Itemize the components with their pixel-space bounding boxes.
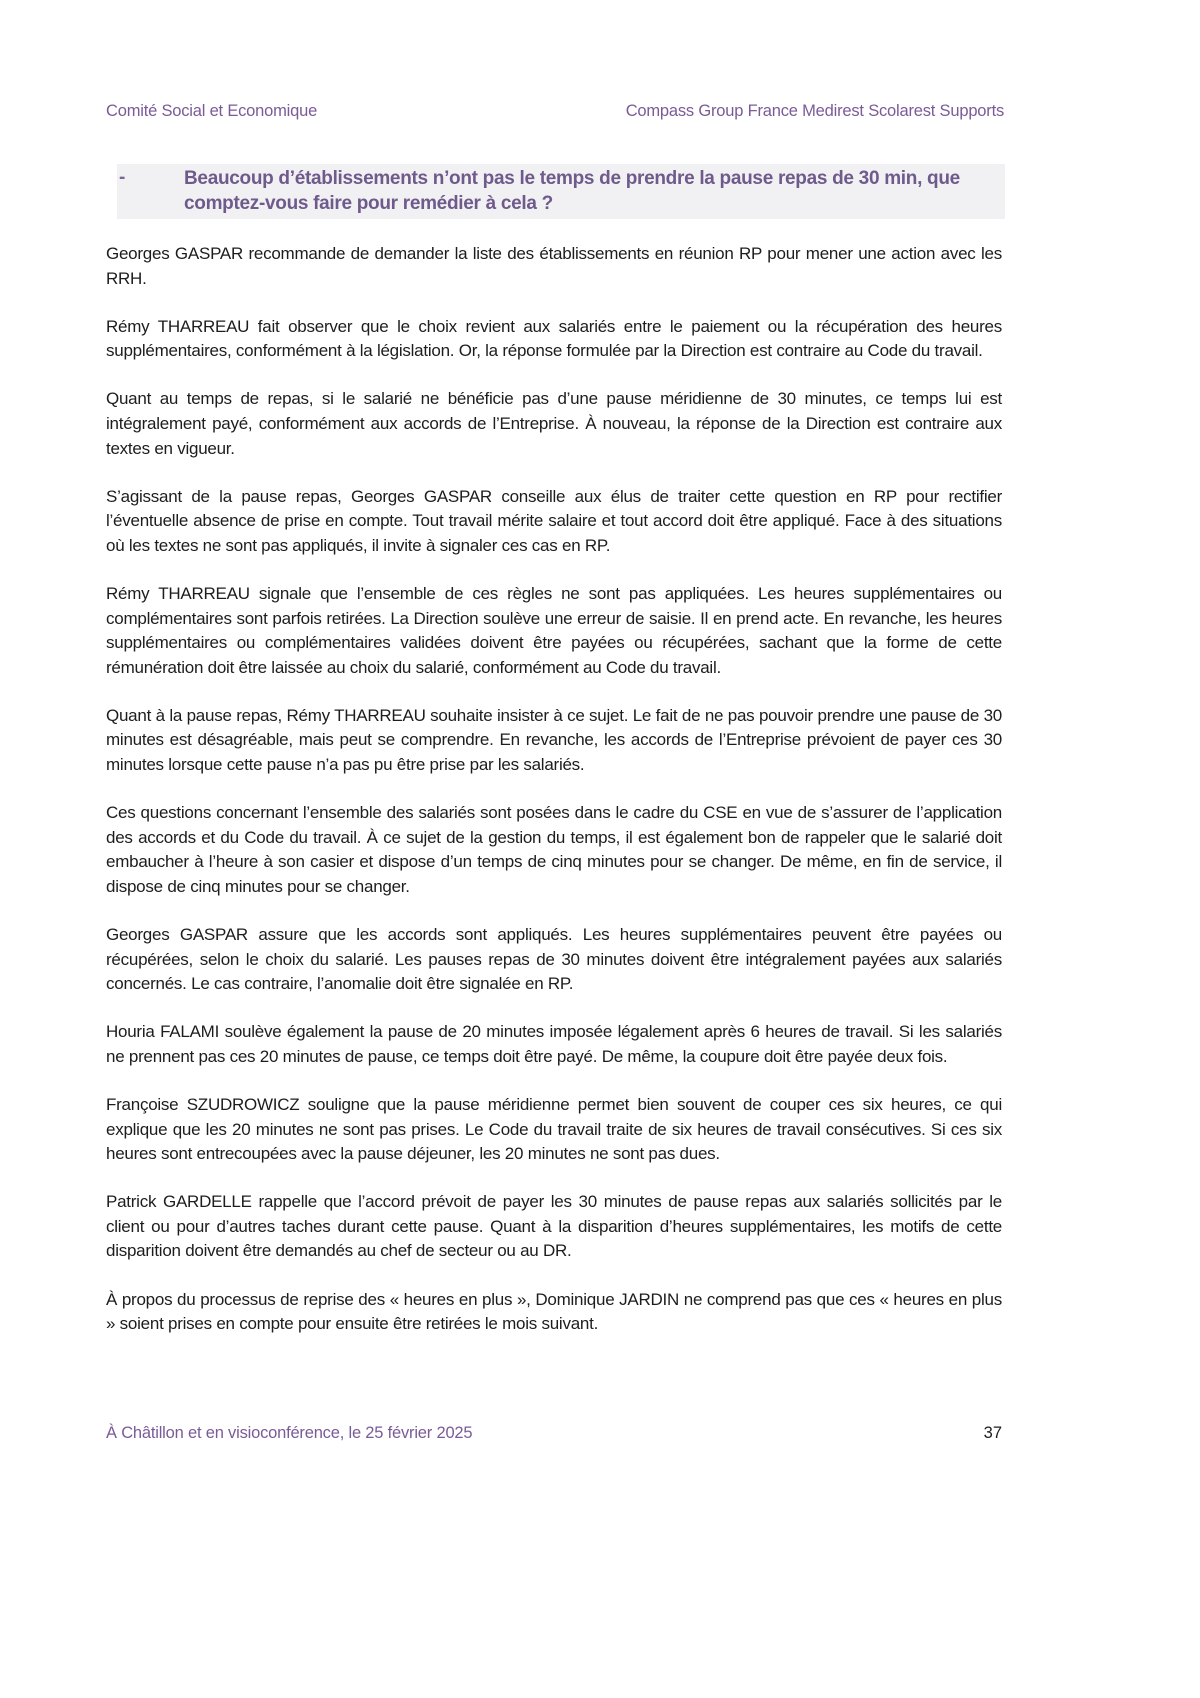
paragraph: À propos du processus de reprise des « heures en plus », Dominique JARDIN ne comprend pas que ces « heures en plus » soient prises en compte pour ensuite être retirées le mois suivant. xyxy=(106,1289,1002,1334)
header-company: Compass Group France Medirest Scolarest Supports xyxy=(625,102,1004,120)
paragraph: Georges GASPAR assure que les accords sont appliqués. Les heures supplémentaires peuvent être payées ou récupérées, selon le choix du salarié. Les pauses repas de 30 minutes doivent être intégralement payées aux salariés concernés. Le cas contraire, l’anomalie doit être signalée en RP. xyxy=(106,924,1002,994)
paragraph: Georges GASPAR recommande de demander la liste des établissements en réunion RP pour mener une action avec les RRH. xyxy=(106,244,1002,288)
question-heading: Beaucoup d’établissements n’ont pas le temps de prendre la pause repas de 30 min, que comptez-vous faire pour remédier à cela ? xyxy=(184,168,960,214)
paragraph: Rémy THARREAU signale que l’ensemble de ces règles ne sont pas appliquées. Les heures supplémentaires ou complémentaires sont parfois retirées. La Direction soulève une erreur de saisie. Il en prend acte. En revanche, les heures supplémentaires ou complémentaires validées doivent être payées ou récupérées, sachant que la forme de cette rémunération doit être laissée au choix du salarié, conformément au Code du travail. xyxy=(106,583,1002,677)
body-text xyxy=(106,242,1002,1360)
paragraph: Quant au temps de repas, si le salarié ne bénéficie pas d’une pause méridienne de 30 minutes, ce temps lui est intégralement payé, conformément aux accords de l’Entreprise. À nouveau, la réponse de la Direction est contraire aux textes en vigueur. xyxy=(106,389,1002,458)
paragraph: S’agissant de la pause repas, Georges GASPAR conseille aux élus de traiter cette question en RP pour rectifier l’éventuelle absence de prise en compte. Tout travail mérite salaire et tout accord doit être appliqué. Face à des situations où les textes ne sont pas appliqués, il invite à signaler ces cas en RP. xyxy=(106,486,1002,555)
paragraph: Patrick GARDELLE rappelle que l’accord prévoit de payer les 30 minutes de pause repas aux salariés sollicités par le client ou pour d’autres taches durant cette pause. Quant à la disparition d’heures supplémentaires, les motifs de cette disparition doivent être demandés au chef de secteur ou au DR. xyxy=(106,1192,1002,1261)
paragraph: Françoise SZUDROWICZ souligne que la pause méridienne permet bien souvent de couper ces six heures, ce qui explique que les 20 minutes ne sont pas prises. Le Code du travail traite de six heures de travail consécutives. Si ces six heures sont entrecoupées avec la pause déjeuner, les 20 minutes ne sont pas dues. xyxy=(106,1094,1002,1164)
paragraph: Quant à la pause repas, Rémy THARREAU souhaite insister à ce sujet. Le fait de ne pas pouvoir prendre une pause de 30 minutes est désagréable, mais peut se comprendre. En revanche, les accords de l’Entreprise prévoient de payer ces 30 minutes lorsque cette pause n’a pas pu être prise par les salariés. xyxy=(106,705,1002,774)
header-organization: Comité Social et Economique xyxy=(106,102,318,120)
paragraph: Ces questions concernant l’ensemble des salariés sont posées dans le cadre du CSE en vue de s’assurer de l’application des accords et du Code du travail. À ce sujet de la gestion du temps, il est également bon de rappeler que le salarié doit embaucher à l’heure à son casier et dispose d’un temps de cinq minutes pour se changer. De même, en fin de service, il dispose de cinq minutes pour se changer. xyxy=(106,803,1002,896)
page-number: 37 xyxy=(983,1424,1002,1442)
paragraph: Houria FALAMI soulève également la pause de 20 minutes imposée légalement après 6 heures de travail. Si les salariés ne prennent pas ces 20 minutes de pause, ce temps doit être payé. De même, la coupure doit être payée deux fois. xyxy=(106,1022,1002,1066)
question-bullet: - xyxy=(119,167,126,188)
footer-location-date: À Châtillon et en visioconférence, le 25 février 2025 xyxy=(106,1424,473,1442)
paragraph: Rémy THARREAU fait observer que le choix revient aux salariés entre le paiement ou la récupération des heures supplémentaires, conformément à la législation. Or, la réponse formulée par la Direction est contraire au Code du travail. xyxy=(106,316,1002,361)
